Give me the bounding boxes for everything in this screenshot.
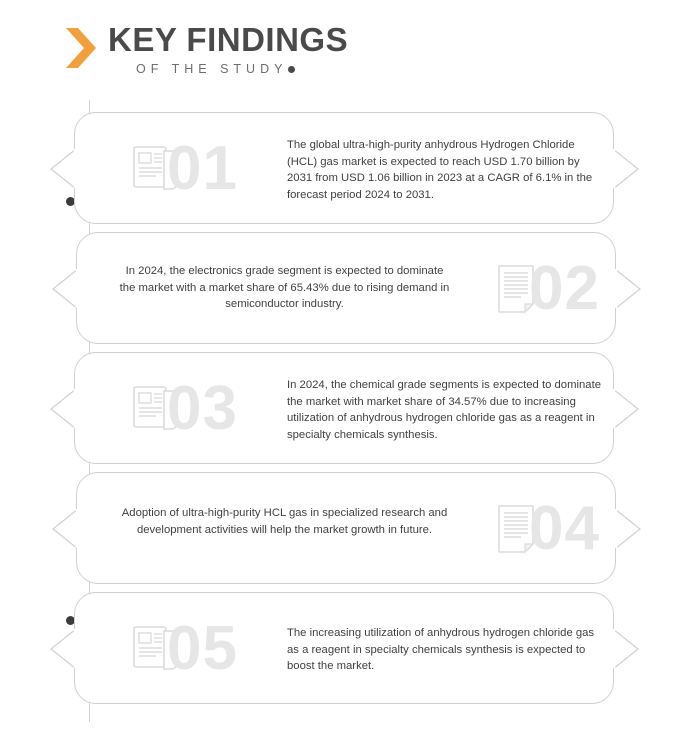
page-subtitle-row [136, 62, 348, 76]
finding-card-01[interactable] [74, 112, 614, 224]
page-title: KEY FINDINGS [108, 21, 349, 58]
finding-number: 04 [529, 494, 600, 563]
finding-text: Adoption of ultra-high-purity HCL gas in specialized research and development activities will help the market growth in future. [121, 507, 448, 536]
finding-number: 01 [167, 134, 238, 203]
finding-text: The global ultra-high-purity anhydrous Hydrogen Chloride (HCL) gas market is expected to reach USD 1.70 billion by 2031 from USD 1.06 billion in 2023 at a CAGR of 6.1% in the forecast period 2024 to 2031. [287, 139, 593, 201]
finding-number: 05 [167, 614, 238, 683]
finding-card-04[interactable] [76, 472, 616, 584]
callout-pointer-left [49, 388, 75, 428]
finding-card-03[interactable] [74, 352, 614, 464]
page-header [64, 22, 348, 76]
callout-pointer-left [51, 508, 77, 548]
callout-pointer-left [51, 268, 77, 308]
callout-pointer-right [615, 508, 641, 548]
callout-pointer-left [49, 148, 75, 188]
finding-number: 02 [529, 254, 600, 323]
callout-pointer-right [613, 388, 639, 428]
chevron-right-icon [64, 26, 98, 70]
finding-text: The increasing utilization of anhydrous hydrogen chloride gas as a reagent in specialty chemicals synthesis is expected to boost the market. [287, 627, 595, 672]
callout-pointer-left [49, 628, 75, 668]
finding-text: In 2024, the chemical grade segments is expected to dominate the market with market share of 34.57% due to increasing utilization of anhydrous hydrogen chloride gas as a reagent in specialty chemicals synthesis. [287, 379, 601, 441]
finding-card-02[interactable] [76, 232, 616, 344]
callout-pointer-right [615, 268, 641, 308]
finding-number: 03 [167, 374, 238, 443]
subtitle-dot-icon [288, 66, 295, 73]
finding-text: In 2024, the electronics grade segment is expected to dominate the market with a market share of 65.43% due to rising demand in semiconductor industry. [119, 265, 450, 310]
callout-pointer-right [613, 148, 639, 188]
finding-card-05[interactable] [74, 592, 614, 704]
page-subtitle: OF THE STUDY [136, 62, 288, 76]
title-block [108, 22, 348, 76]
callout-pointer-right [613, 628, 639, 668]
